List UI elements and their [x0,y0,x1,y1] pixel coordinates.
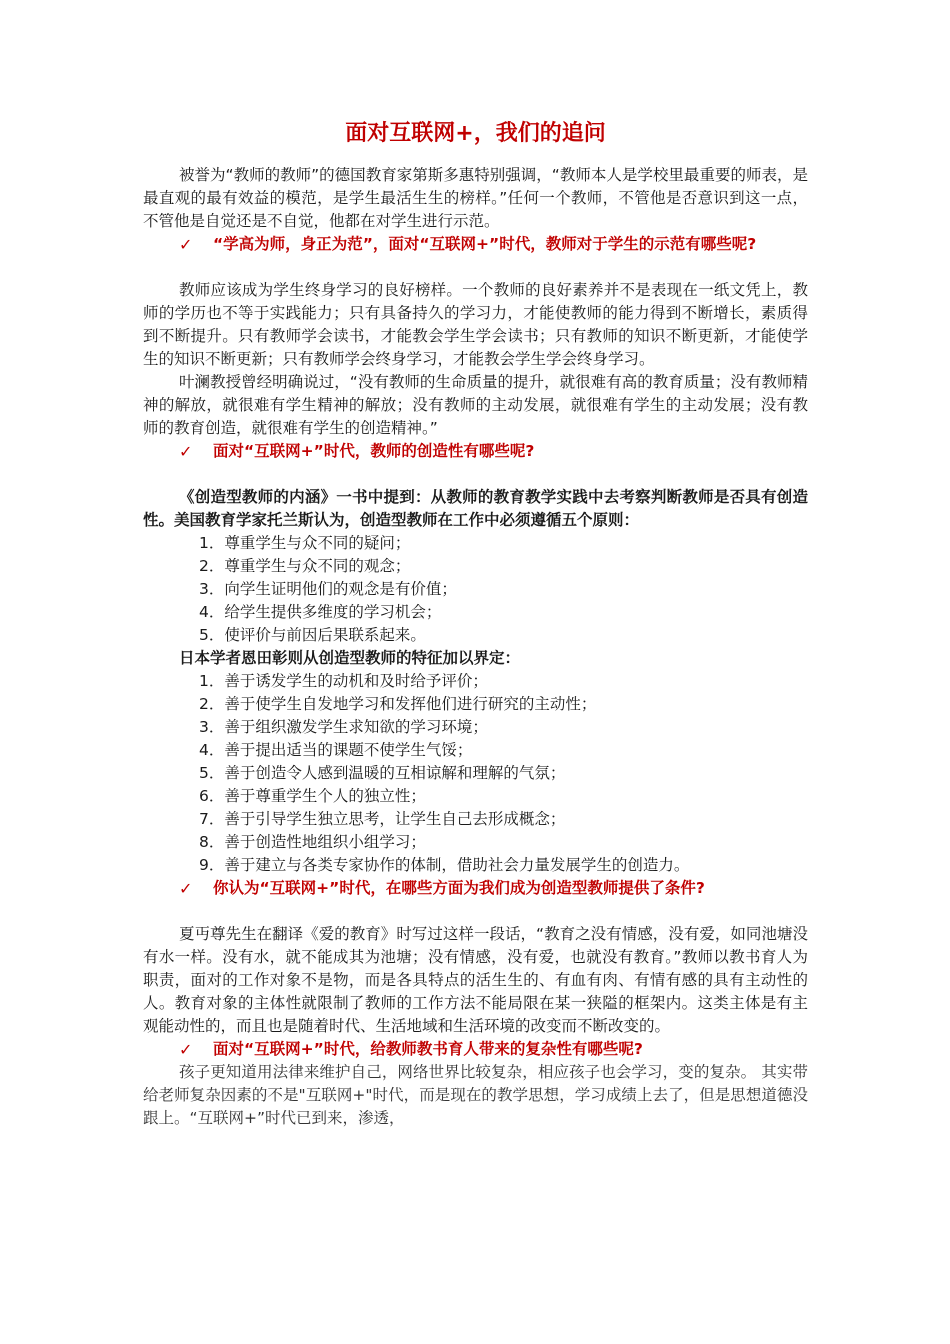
list-item: 9．善于建立与各类专家协作的体制，借助社会力量发展学生的创造力。 [199,856,690,874]
list-item: 2．善于使学生自发地学习和发挥他们进行研究的主动性； [199,695,597,713]
spacer [143,463,808,486]
list-item: 3．善于组织激发学生求知欲的学习环境； [199,718,488,736]
list-item: 5．使评价与前因后果联系起来。 [199,626,426,644]
list-item: 7．善于引导学生独立思考，让学生自己去形成概念； [199,810,566,828]
list-item: 1．尊重学生与众不同的疑问； [199,534,411,552]
list-item: 1．善于诱发学生的动机和及时给予评价； [199,672,488,690]
spacer [143,256,808,279]
paragraph-3: 叶澜教授曾经明确说过，“没有教师的生命质量的提升，就很难有高的教育质量；没有教师精神的解放，就很难有学生精神的解放；没有教师的主动发展，就很难有学生的主动发展；没有教师的教育创造，就很难有学生的创造精神。” [143,373,808,437]
question-1-text: “学高为师，身正为范”，面对“互联网+”时代，教师对于学生的示范有哪些呢? [213,235,757,253]
page-title: 面对互联网+，我们的追问 [345,121,606,146]
torrance-principles-list [143,532,808,647]
onda-traits-list [143,670,808,877]
list-item: 2．尊重学生与众不同的观念； [199,557,411,575]
question-2-text: 面对“互联网+”时代，教师的创造性有哪些呢? [213,442,535,460]
question-3-text: 你认为“互联网+”时代，在哪些方面为我们成为创造型教师提供了条件? [213,879,705,897]
check-icon: ✓ [179,235,193,254]
paragraph-1: 被誉为“教师的教师”的德国教育家第斯多惠特别强调，“教师本人是学校里最重要的师表，是最直观的最有效益的模范，是学生最活生生的榜样。”任何一个教师，不管他是否意识到这一点，不管他是自觉还是不自觉，他都在对学生进行示范。 [143,166,808,230]
paragraph-4: 《创造型教师的内涵》一书中提到：从教师的教育教学实践中去考察判断教师是否具有创造性。美国教育学家托兰斯认为，创造型教师在工作中必须遵循五个原则： [143,488,808,529]
list-item: 4．善于提出适当的课题不使学生气馁； [199,741,473,759]
check-icon: ✓ [179,879,193,898]
list-item: 4．给学生提供多维度的学习机会； [199,603,442,621]
paragraph-2: 教师应该成为学生终身学习的良好榜样。一个教师的良好素养并不是表现在一纸文凭上，教师的学历也不等于实践能力；只有具备持久的学习力，才能使教师的能力得到不断增长，素质得到不断提升。只有教师学会读书，才能教会学生学会读书；只有教师的知识不断更新，才能使学生的知识不断更新；只有教师学会终身学习，才能教会学生学会终身学习。 [143,281,808,368]
list-item: 6．善于尊重学生个人的独立性； [199,787,426,805]
question-2 [143,440,808,463]
spacer [143,900,808,923]
question-1 [143,233,808,256]
document-body [143,118,808,1130]
subheading: 日本学者恩田彰则从创造型教师的特征加以界定： [179,649,521,667]
list-item: 5．善于创造令人感到温暖的互相谅解和理解的气氛； [199,764,566,782]
paragraph-6: 孩子更知道用法律来维护自己，网络世界比较复杂，相应孩子也会学习，变的复杂。 其实带给老师复杂因素的不是"互联网+"时代，而是现在的教学思想，学习成绩上去了，但是思想道德没跟上。“互联网+”时代已到来，渗透， [143,1063,808,1127]
list-item: 3．向学生证明他们的观念是有价值； [199,580,457,598]
question-3 [143,877,808,900]
paragraph-5: 夏丏尊先生在翻译《爱的教育》时写过这样一段话，“教育之没有情感，没有爱，如同池塘没有水一样。没有水，就不能成其为池塘；没有情感，没有爱，也就没有教育。”教师以教书育人为职责，面对的工作对象不是物，而是各具特点的活生生的、有血有肉、有情有感的具有主动性的人。教育对象的主体性就限制了教师的工作方法不能局限在某一狭隘的框架内。这类主体是有主观能动性的，而且也是随着时代、生活地域和生活环境的改变而不断改变的。 [143,925,808,1035]
check-icon: ✓ [179,442,193,461]
check-icon: ✓ [179,1040,193,1059]
question-4 [143,1038,808,1061]
question-4-text: 面对“互联网+”时代，给教师教书育人带来的复杂性有哪些呢? [213,1040,643,1058]
list-item: 8．善于创造性地组织小组学习； [199,833,426,851]
